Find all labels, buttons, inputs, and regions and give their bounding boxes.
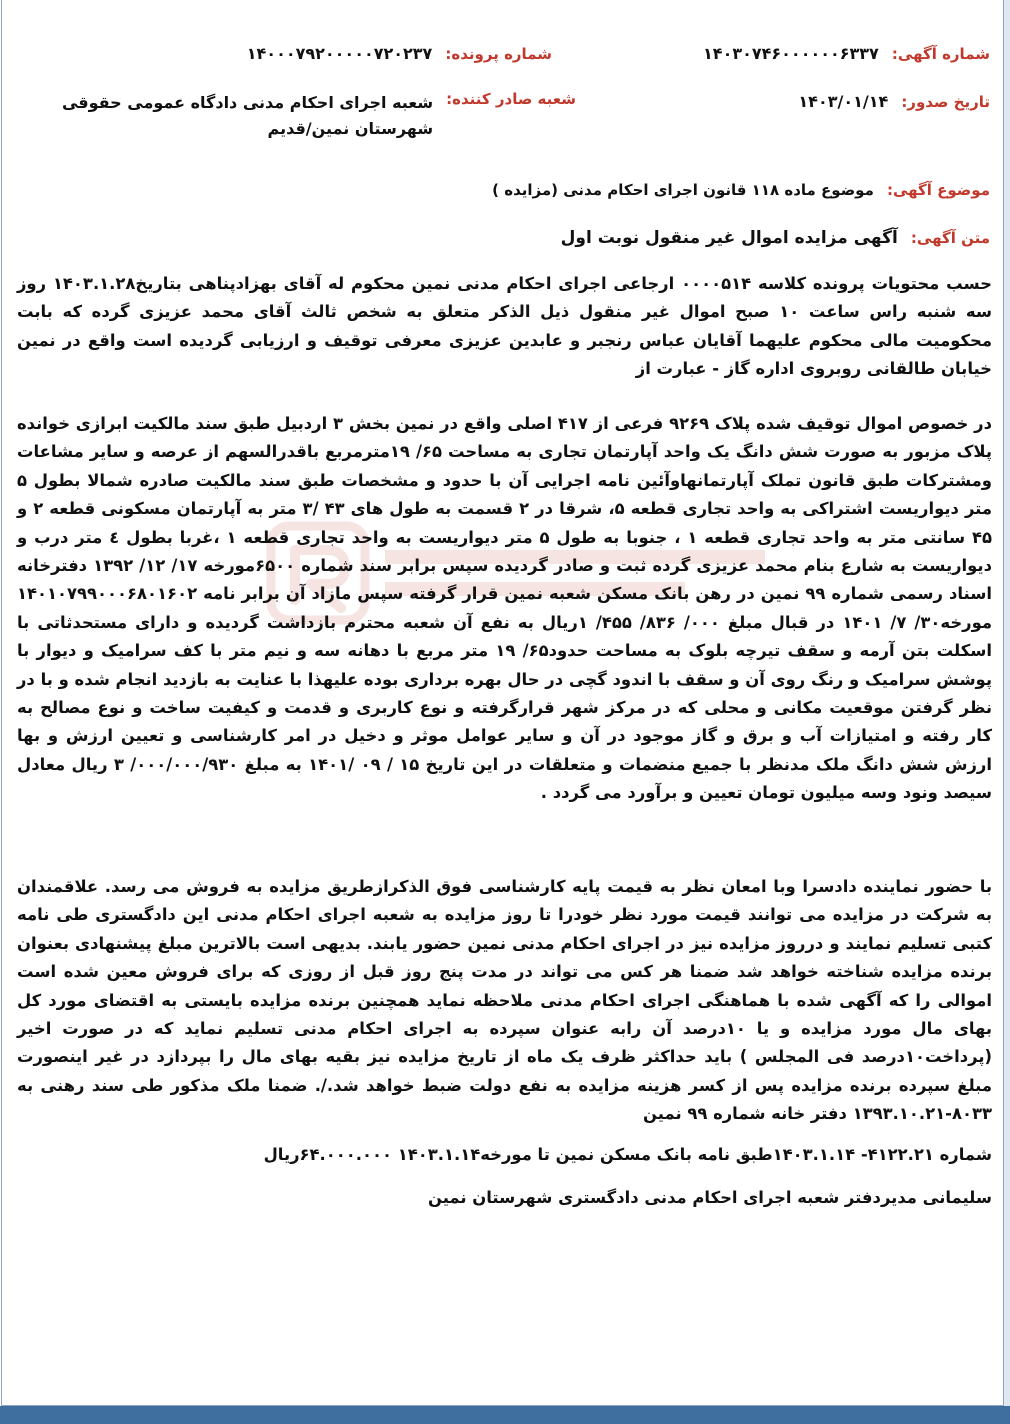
text-title-row <box>561 228 990 248</box>
subject-label: موضوع آگهی: <box>886 181 990 199</box>
ad-number-row <box>703 44 990 63</box>
branch-row <box>43 90 576 142</box>
text-title: آگهی مزایده اموال غیر منقول نوبت اول <box>560 228 898 248</box>
issue-date: ۱۴۰۳/۰۱/۱۴ <box>798 92 889 111</box>
reference-line: شماره ۴۱۲۲.۲۱- ۱۴۰۳.۱.۱۴طبق نامه بانک مسکن نمین تا مورخه۱۴۰۳.۱.۱۴ ۶۴.۰۰۰.۰۰۰ریال <box>263 1145 992 1164</box>
paragraph-terms: با حضور نماینده دادسرا وبا امعان نظر به قیمت پایه کارشناسی فوق الذکرازطریق مزایده به فروش می رسد. علاقمندان به شرکت در مزایده می توانند قیمت مورد نظر خودرا تا روز مزایده به شعبه اجرای احکام مدنی این دادگستری طی نامه کتبی تسلیم نمایند و درروز مزایده نیز در اجرای احکام مدنی نمین حضور یابند. بدیهی است بالاترین مبلغ پیشنهادی بعنوان برنده مزایده شناخته خواهد شد ضمنا هر کس می تواند در مدت پنج روز قبل از روزی که برای فروش معین شده است اموالی را که آگهی شده با هماهنگی اجرای احکام مدنی ملاحظه نماید همچنین برنده مزایده بایستی به اقتضای مورد کل بهای مال مورد مزایده و یا ۱۰درصد آن رابه عنوان سپرده به اجرای احکام مدنی تسلیم نماید که در صورت اخیر (پرداخت۱۰درصد فی المجلس ) باید حداکثر ظرف یک ماه از تاریخ مزایده نیز بقیه بهای مال را بپردازد در غیر اینصورت مبلغ سپرده برنده مزایده پس از کسر هزینه مزایده به نفع دولت ضبط خواهد شد./. ضمنا ملک مذکور طی سند رهنی به ۸۰۳۳-۱۳۹۳.۱۰.۲۱ دفتر خانه شماره ۹۹ نمین <box>17 877 992 1124</box>
subject-row <box>492 180 990 199</box>
signature-line: سلیمانی مدیردفتر شعبه اجرای احکام مدنی دادگستری شهرستان نمین <box>427 1188 992 1207</box>
ad-number: ۱۴۰۳۰۷۴۶۰۰۰۰۰۰۶۳۳۷ <box>703 44 879 63</box>
text-label: متن آگهی: <box>910 229 990 247</box>
window-edge <box>1004 0 1010 1406</box>
bottom-bar <box>0 1406 1010 1424</box>
ad-number-label: شماره آگهی: <box>891 45 990 63</box>
issue-date-row <box>798 92 990 111</box>
file-number: ۱۴۰۰۰۷۹۲۰۰۰۰۰۷۲۰۲۳۷ <box>246 44 433 63</box>
file-number-label: شماره پرونده: <box>445 45 552 63</box>
subject: موضوع ماده ۱۱۸ قانون اجرای احکام مدنی (مزایده ) <box>492 181 874 199</box>
issue-date-label: تاریخ صدور: <box>901 93 990 111</box>
paragraph-property: در خصوص اموال توقیف شده پلاک ۹۲۶۹ فرعی از ۴۱۷ اصلی واقع در نمین بخش ۳ اردبیل طبق سند مالکیت ابرازی خوانده پلاک مزبور به صورت شش دانگ یک واحد آپارتمان تجاری به مساحت ۶۵/ ۱۹مترمربع باقدرالسهم از عرصه و سایر مشاعات ومشترکات طبق قانون تملک آپارتمانهاوآئین نامه اجرایی آن با حدود و مشخصات طبق سند مالکیت صادره شمالا بطول ۵ متر دیواریست اشتراکی به واحد تجاری قطعه ۵، شرقا در ۲ قسمت به طول های ۴۳ /۳ متر به آپارتمان مسکونی قطعه ۲ و ۴۵ سانتی متر به واحد تجاری قطعه ۱ ، جنوبا به طول ۵ متر دیواریست به واحد تجاری قطعه ۱ ،غربا بطول ٤ متر درب و دیواریست به شارع بنام محمد عزیزی گرده ثبت و صادر گردیده سپس برابر سند شماره ۶۵۰۰مورخه ۱۷/ ۱۲/ ۱۳۹۲ دفترخانه اسناد رسمی شماره ۹۹ نمین در رهن بانک مسکن شعبه نمین قرار گرفته سپس مازاد آن برابر نامه ۱۴۰۱۰۷۹۹۰۰۰۶۸۰۱۶۰۲ مورخه۳۰/ ۷/ ۱۴۰۱ در قبال مبلغ ۰۰۰/ ۸۳۶/ ۴۵۵/ ۱ریال به نفع آن شعبه محترم بازداشت گردیده و دارای مستحدثاتی با اسکلت بتن آرمه و سقف تیرچه بلوک به مساحت حدود۶۵/ ۱۹ متر مربع با دهانه سه و نیم متر با کف سرامیک و دیوار با پوشش سرامیک و رنگ روی آن و سقف با اندود گچی در حال بهره برداری بوده علیهذا با عنایت به بازدید انجام شده و با در نظر گرفتن موقعیت مکانی و محلی که در مرکز شهر قرارگرفته و نوع کاربری و قدمت و کیفیت ساخت و نوع مصالح به کار رفته و امتیازات آب و برق و گاز موجود در آن و سایر عوامل موثر و دخیل در امر کارشناسی و تعیین ارزش و بها ارزش شش دانگ ملک مدنظر با جمیع منضمات و متعلقات در این تاریخ ۱۵ / ۰۹ /۱۴۰۱ به مبلغ ۰۰۰/۰۰۰/۹۳۰/ ۳ ریال معادل سیصد ونود وسه میلیون تومان تعیین و برآورد می گردد . <box>17 414 992 803</box>
branch-label: شعبه صادر کننده: <box>446 90 576 108</box>
branch: شعبه اجرای احکام مدنی دادگاه عمومی حقوقی شهرستان نمین/قدیم <box>61 93 434 138</box>
file-number-row <box>247 44 552 63</box>
paragraph-intro: حسب محتویات پرونده کلاسه ۰۰۰۰۵۱۴ ارجاعی اجرای احکام مدنی نمین محکوم له آقای بهزادپناهی بتاریخ۱۴۰۳.۱.۲۸ روز سه شنبه راس ساعت ۱۰ صبح اموال غیر منقول ذیل الذکر متعلق به شخص ثالث آقای محمد عزیزی گرده که بابت محکومیت مالی محکوم علیهما آقایان عباس رنجبر و عابدین عزیزی معرفی توقیف و ارزیابی گردیده است واقع در نمین خیابان طالقانی روبروی اداره گاز - عبارت از <box>17 274 992 379</box>
